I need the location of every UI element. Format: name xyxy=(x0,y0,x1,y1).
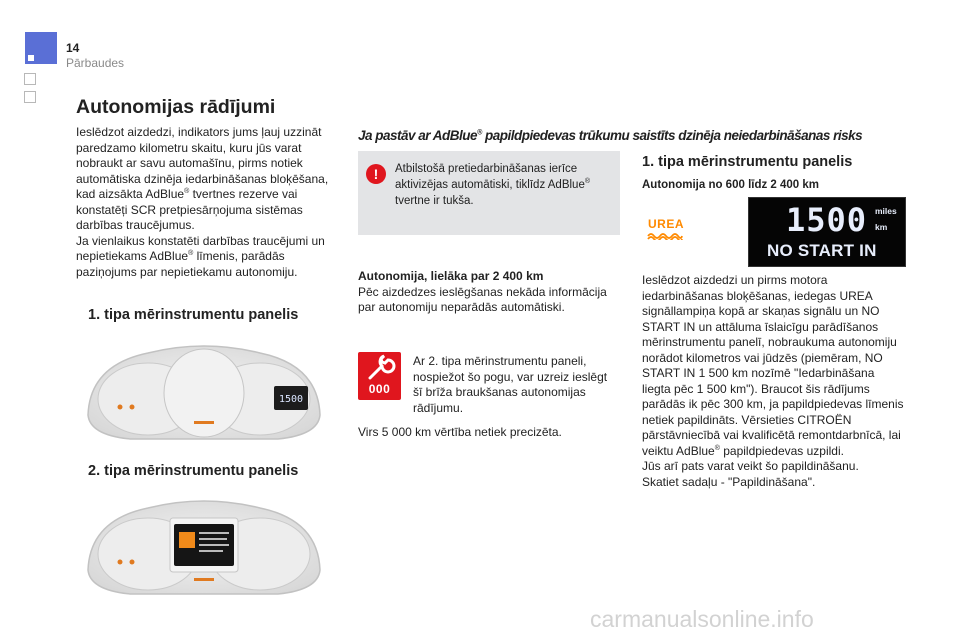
instrument-panel-1-image xyxy=(78,335,330,447)
autonomy-over-text: Pēc aizdedzes ieslēgšanas nekāda informācija par autonomiju neparādās automātiski. xyxy=(358,284,607,314)
lcd-unit-miles: miles xyxy=(875,206,897,216)
watermark: carmanualsonline.info xyxy=(590,606,814,632)
autonomy-over-title: Autonomija, lielāka par 2 400 km xyxy=(358,269,544,283)
service-text: Ar 2. tipa mērinstrumentu paneli, nospiežot šo pogu, var uzreiz ieslēgt šī brīža braukšanas autonomijas rādījumu. xyxy=(413,354,608,415)
autonomy-over-block xyxy=(358,269,624,316)
lcd-display xyxy=(748,197,906,267)
warning-icon: ! xyxy=(366,164,386,184)
service-note: Virs 5 000 km vērtība netiek precizēta. xyxy=(358,425,562,439)
lcd-message: NO START IN xyxy=(767,241,877,260)
instrument-panel-2-image xyxy=(78,490,330,602)
lcd-number: 1500 xyxy=(786,201,868,239)
page-thumb-2[interactable] xyxy=(24,91,36,103)
lcd-unit-km: km xyxy=(875,222,888,232)
panel1-display-value: 1500 xyxy=(278,394,304,405)
right-subheading: Autonomija no 600 līdz 2 400 km xyxy=(642,179,820,191)
panel2-heading: 2. tipa mērinstrumentu panelis xyxy=(88,463,299,479)
service-icon-number: 000 xyxy=(368,382,391,396)
section-heading: Ja pastāv ar AdBlue® papildpiedevas trūkumu saistīts dzinēja neiedarbināšanas risks xyxy=(358,128,863,143)
section-name: Pārbaudes xyxy=(66,56,125,70)
urea-wave-icon xyxy=(647,232,683,240)
intro-text: Ieslēdzot aizdedzi, indikators jums ļauj uzzināt paredzamo kilometru skaitu, kuru jūs varat nobraukt ar savu automašīnu, pirms notiek automātiska dzinēja iedarbināšanas bloķēšana, kad aizsākta AdBlue® tvertnes rezerve vai konstatēți SCR pretpiesārņojuma sistēmas darbības traucējumus. Ja vienlaikus konstatēti darbības traucējumi un nepietiekams AdBlue® līmenis, parādās paziņojums par nepietiekamu autonomiju. xyxy=(76,125,329,279)
panel1-heading: 1. tipa mērinstrumentu panelis xyxy=(88,307,299,323)
page-number: 14 xyxy=(66,41,80,55)
right-heading: 1. tipa mērinstrumentu panelis xyxy=(642,154,853,170)
right-body-text: Ieslēdzot aizdedzi un pirms motora iedarbināšanas bloķēšanas, iedegas UREA signāllampiņa kopā ar skaņas signālu un NO START IN un attāluma īslaicīgu parādīšanos mērinstrumentu panelī, nobraukuma autonomiju norādot kilometros vai jūdzēs (piemēram, NO START IN 1 500 km nozīmē "Iedarbināšana liegta pēc 1 500 km"). Braucot šis rādījums parādās ik pēc 300 km, ja papildpiedevas līmenis netiek papildināts. Vērsieties CITROËN pārstāvniecībā vai kvalificētā remontdarbnīcā, lai veiktu AdBlue® papildpiedevas uzpildi. Jūs arī pats varat veikt šo papildināšanu. Skatiet sadaļu - "Papildināšana". xyxy=(642,273,904,489)
page-marker-dot xyxy=(28,55,34,61)
urea-warning-icon: UREA xyxy=(648,217,685,231)
warning-text: Atbilstošā pretiedarbināšanas ierīce aktivizējas automātiski, tiklīdz AdBlue® tvertne ir tukša. xyxy=(395,163,591,207)
service-wrench-icon xyxy=(358,352,401,400)
page-thumb-1[interactable] xyxy=(24,73,36,85)
page-title: Autonomijas rādījumi xyxy=(76,96,276,118)
